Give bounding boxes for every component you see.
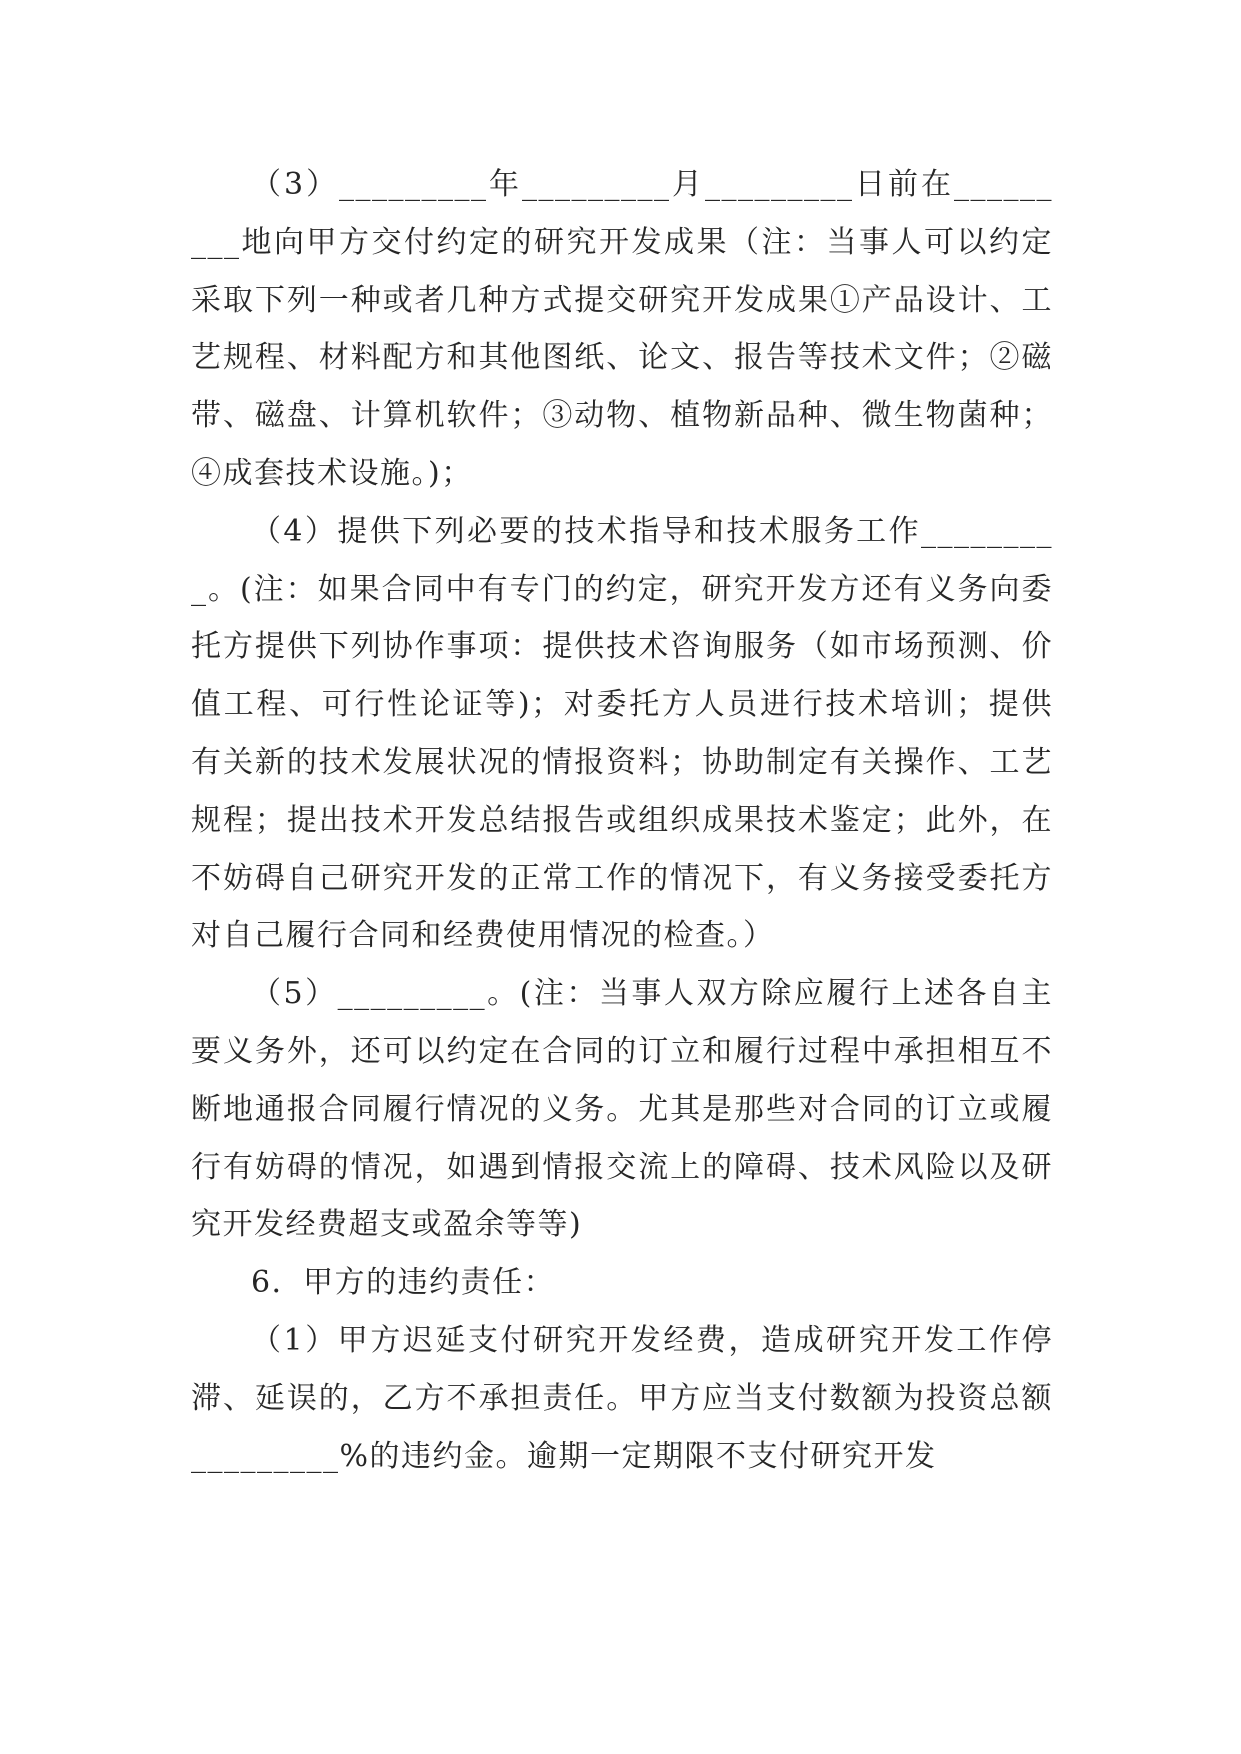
- section-heading-party-a-liability: 6．甲方的违约责任：: [251, 1265, 556, 1301]
- paragraph-item-3-delivery: （3）_________年_________月_________日前在_________地向甲方交付约定的研究开发成果（注：当事人可以约定采取下列一种或者几种方式提交研究开发成果①产品设计、工艺规程、材料配方和其他图纸、论文、报告等技术文件；②磁带、磁盘、计算机软件；③动物、植物新品种、微生物菌种；④成套技术设施。)；: [191, 167, 1053, 491]
- paragraph-item-4-technical-guidance: （4）提供下列必要的技术指导和技术服务工作_________。(注：如果合同中有专门的约定，研究开发方还有义务向委托方提供下列协作事项：提供技术咨询服务（如市场预测、价值工程、可行性论证等)；对委托方人员进行技术培训；提供有关新的技术发展状况的情报资料；协助制定有关操作、工艺规程；提出技术开发总结报告或组织成果技术鉴定；此外，在不妨碍自己研究开发的正常工作的情况下，有义务接受委托方对自己履行合同和经费使用情况的检查。）: [191, 513, 1053, 954]
- document-body: [191, 156, 1053, 1485]
- paragraph-liability-item-1: （1）甲方迟延支付研究开发经费，造成研究开发工作停滞、延误的，乙方不承担责任。甲方应当支付数额为投资总额_________%的违约金。逾期一定期限不支付研究开发: [191, 1322, 1053, 1474]
- paragraph-item-5-notification: （5）_________。(注：当事人双方除应履行上述各自主要义务外，还可以约定在合同的订立和履行过程中承担相互不断地通报合同履行情况的义务。尤其是那些对合同的订立或履行有妨碍的情况，如遇到情报交流上的障碍、技术风险以及研究开发经费超支或盈余等等): [191, 976, 1053, 1243]
